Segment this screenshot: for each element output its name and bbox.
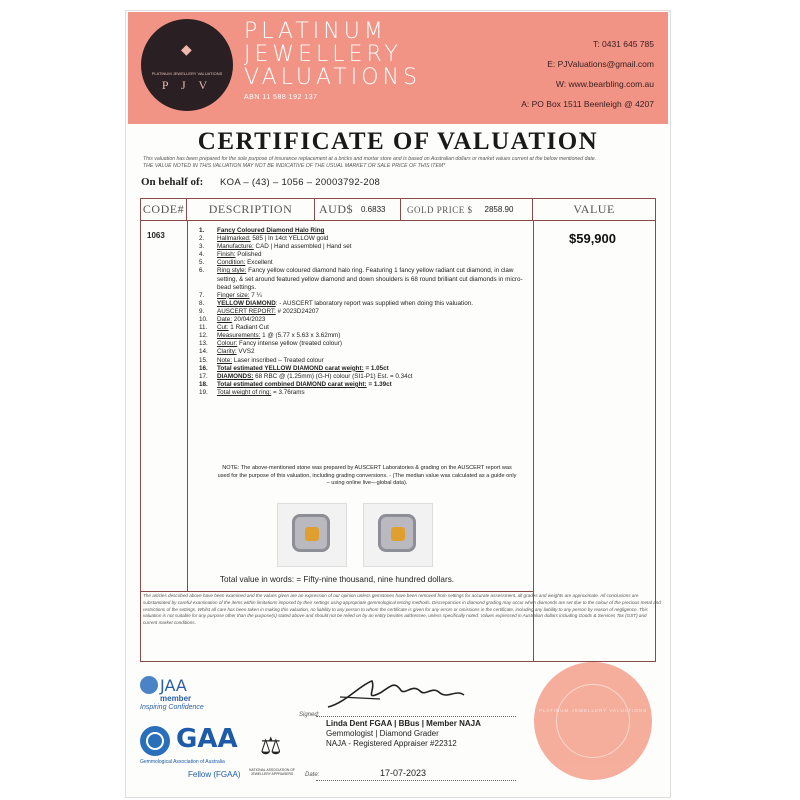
item-label: Total estimated combined DIAMOND carat weight: — [217, 380, 367, 388]
item-detail: Excellent — [245, 259, 273, 267]
list-item — [199, 373, 529, 381]
gaa-name: GAA — [176, 724, 238, 754]
item-text — [217, 316, 529, 324]
intro-line-1: This valuation has been prepared for the sole purpose of insurance replacement at a bricks and mortar store and is based on Australian dollars or market values current at the below mentioned date. — [143, 156, 597, 162]
item-text — [217, 235, 529, 243]
item-detail: # 2023D24207 — [275, 307, 319, 315]
letterhead — [128, 12, 668, 124]
ring-image — [378, 514, 416, 552]
item-label: Hallmarked: — [217, 235, 251, 243]
header-description: DESCRIPTION — [187, 199, 315, 221]
date-line — [316, 780, 516, 781]
item-text — [217, 251, 529, 259]
item-label: Manufacture: — [217, 243, 254, 251]
list-item — [199, 357, 529, 365]
item-text — [217, 365, 529, 373]
gaa-fellow: Fellow (FGAA) — [188, 770, 241, 779]
brand-name — [244, 20, 421, 89]
item-label: Total weight of ring: — [217, 388, 272, 396]
item-text — [217, 308, 529, 316]
item-label: Note: — [217, 356, 233, 364]
item-number: 2. — [199, 235, 205, 243]
item-text — [217, 373, 529, 381]
item-detail: = 1.05ct — [363, 364, 389, 372]
item-detail: Fancy intense yellow (treated colour) — [237, 340, 342, 348]
brand-line-3: VALUATIONS — [244, 65, 421, 90]
list-item — [199, 308, 529, 316]
behalf-value: KOA – (43) – 1056 – 20003792-208 — [220, 177, 381, 188]
item-label: Finger size: — [217, 291, 250, 299]
item-text — [217, 348, 529, 356]
abn: ABN 11 588 192 137 — [244, 94, 318, 101]
item-label: Total estimated YELLOW DIAMOND carat weight: — [217, 364, 364, 372]
item-text — [217, 300, 529, 308]
address: A: PO Box 1511 Beenleigh @ 4207 — [521, 99, 654, 109]
gold-price-value: 2858.90 — [484, 205, 514, 214]
item-detail: Polished — [235, 251, 262, 259]
item-number: 19. — [199, 388, 208, 396]
item-text — [217, 332, 529, 340]
list-item — [199, 300, 529, 308]
item-label: Cut: — [217, 324, 229, 332]
auscert-note: NOTE: The above-mentioned stone was prepared by AUSCERT Laboratories & grading on the AUSCERT report was used for the purpose of this valuation, including grading conversions. - (The median value was calculated as a guide only – using online live—global data). — [217, 465, 517, 486]
naja-name: NATIONAL ASSOCIATION OF JEWELLERY APPRAISERS — [249, 768, 295, 776]
item-label: DIAMONDS: — [217, 372, 254, 380]
total-value-in-words: Total value in words: = Fifty-nine thousand, nine hundred dollars. — [219, 575, 455, 584]
item-number: 6. — [199, 267, 205, 275]
item-number: 1. — [199, 227, 205, 234]
intro-line-2: THE VALUE NOTED IN THIS VALUATION MAY NOT BE INDICATIVE OF THE USUAL MARKET OR SALE PRICE OF THIS ITEM* — [143, 163, 446, 169]
item-text — [217, 389, 529, 397]
list-item — [199, 316, 529, 324]
item-detail: VVS2 — [236, 348, 255, 356]
item-number: 18. — [199, 380, 208, 388]
signer-name: Linda Dent FGAA | BBus | Member NAJA — [326, 719, 481, 728]
contact-block — [484, 34, 654, 114]
signer-details — [326, 719, 481, 749]
logo-letters: P J V — [161, 78, 213, 92]
disclaimer: The articles described above have been examined and the values given are an expression of our opinion unless gemstones have been removed from settings for accurate assessment, all grades and weights are approximate. All conclusions are substantiated by careful examination of the items within limitations imposed by their settings using appropriate gemmological testing methods. Discrepancies in diamond grading may occur when diamonds are set due to the colour of the precious metal and restrictions of the settings. Whilst all care has been taken in making this valuation, no liability to any person to whom the certificate is given for any errors or omissions in the certificate, including any liability to any person by reason of negligence. This valuation is not suitable for any purpose other than the purpose(s) stated above and should not be relied on by an entity besides addressee, unless specifically noted. Values expressed in Australian dollars including Goods & Services Tax (GST) and current market conditions. — [143, 593, 661, 626]
item-number: 3. — [199, 243, 205, 251]
gaa-full-name: Gemmological Association of Australia — [140, 759, 225, 765]
item-number: 12. — [199, 332, 208, 340]
logo-small-text: PLATINUM JEWELLERY VALUATIONS — [151, 71, 223, 76]
list-item — [199, 324, 529, 332]
item-label: Finish: — [217, 251, 236, 259]
item-detail: : - AUSCERT laboratory report was supplied when doing this valuation. — [275, 299, 473, 307]
item-detail: CAD | Hand assembled | Hand set — [253, 243, 352, 251]
item-code: 1063 — [147, 231, 165, 240]
logo — [141, 19, 233, 111]
brand-line-2: JEWELLERY — [244, 42, 402, 67]
item-label: Date: — [217, 316, 233, 324]
intro-text — [143, 156, 663, 170]
list-item — [199, 389, 529, 397]
company-seal — [534, 662, 652, 780]
item-text — [217, 292, 529, 300]
item-label: Clarity: — [217, 348, 237, 356]
column-divider — [187, 221, 188, 591]
item-detail: 68 RBC @ (1.25mm) (G-H) colour (SI1-P1) Est. = 0.34ct — [253, 372, 413, 380]
item-number: 11. — [199, 324, 208, 332]
signed-label: Signed: — [299, 712, 320, 718]
gaa-logo-icon — [140, 726, 170, 756]
document-title: CERTIFICATE OF VALUATION — [197, 128, 599, 155]
ring-photo-front — [277, 503, 347, 567]
list-item — [199, 235, 529, 243]
item-text — [217, 259, 529, 267]
item-label: Fancy Coloured Diamond Halo Ring — [217, 227, 325, 234]
item-number: 4. — [199, 251, 205, 259]
behalf-label: On behalf of: — [141, 176, 204, 188]
list-item — [199, 227, 529, 235]
item-number: 7. — [199, 291, 205, 299]
header-gold-price: GOLD PRICE $ 2858.90 — [401, 199, 533, 221]
jaa-member: member — [160, 694, 192, 703]
item-label: Ring style: — [217, 267, 247, 275]
item-text — [217, 267, 529, 291]
list-item — [199, 381, 529, 389]
email: E: PJValuations@gmail.com — [547, 59, 654, 69]
item-detail: 585 | In 14ct YELLOW gold — [250, 235, 329, 243]
item-detail: 20/04/2023 — [232, 316, 266, 324]
list-item — [199, 348, 529, 356]
item-number: 16. — [199, 364, 208, 372]
item-text — [217, 340, 529, 348]
scales-icon: ⚖ — [260, 733, 282, 760]
list-item — [199, 259, 529, 267]
item-number: 14. — [199, 348, 208, 356]
item-text — [217, 357, 529, 365]
item-number: 17. — [199, 372, 208, 380]
diamond-icon: ◆ — [181, 41, 192, 57]
signer-registration: NAJA - Registered Appraiser #22312 — [326, 739, 457, 748]
item-detail: Fancy yellow coloured diamond halo ring. Featuring 1 fancy yellow radiant cut diamond, in claw setting, & set around featured yellow diamond and down shoulders is 68 round brilliant cut diamonds in micro-bead settings. — [217, 267, 523, 291]
seal-text: PLATINUM JEWELLERY VALUATIONS — [538, 708, 648, 713]
jaa-tagline: Inspiring Confidence — [140, 704, 204, 711]
phone: T: 0431 645 785 — [593, 39, 654, 49]
jaa-name: JAA — [160, 676, 187, 695]
item-text — [217, 227, 529, 235]
signature — [320, 675, 470, 715]
item-label: Colour: — [217, 340, 238, 348]
header-code: CODE# — [141, 199, 187, 221]
aud-value: 0.6833 — [361, 205, 386, 214]
item-number: 10. — [199, 316, 208, 324]
ring-image — [292, 514, 330, 552]
jaa-logo-icon — [140, 676, 158, 694]
item-label: AUSCERT REPORT: — [217, 307, 276, 315]
website: W: www.bearbling.com.au — [555, 79, 654, 89]
ring-photo-side — [363, 503, 433, 567]
item-number: 13. — [199, 340, 208, 348]
item-label: Measurements: — [217, 332, 261, 340]
item-text — [217, 324, 529, 332]
item-number: 15. — [199, 356, 208, 364]
header-value: VALUE — [533, 199, 655, 221]
signature-line — [316, 716, 516, 717]
list-item — [199, 365, 529, 373]
item-detail: 1 Radiant Cut — [228, 324, 269, 332]
header-aud: AUD$ 0.6833 — [315, 199, 401, 221]
item-value: $59,900 — [569, 231, 616, 246]
list-item — [199, 243, 529, 251]
list-item — [199, 332, 529, 340]
list-item — [199, 340, 529, 348]
item-detail: = 3.76rams — [271, 388, 305, 396]
item-number: 5. — [199, 259, 205, 267]
date-label: Date: — [305, 772, 320, 778]
date-value: 17-07-2023 — [380, 768, 427, 778]
description-list — [199, 227, 529, 397]
item-label: Condition: — [217, 259, 246, 267]
list-item — [199, 267, 529, 291]
item-label: YELLOW DIAMOND — [217, 299, 276, 307]
divider — [141, 591, 533, 592]
brand-line-1: PLATINUM — [244, 19, 387, 44]
list-item — [199, 251, 529, 259]
naja-badge — [250, 732, 294, 786]
item-number: 8. — [199, 299, 205, 307]
item-text — [217, 243, 529, 251]
item-detail: 7 ¼ — [249, 291, 262, 299]
item-detail: 1 @ (5.77 x 5.63 x 3.62mm) — [260, 332, 341, 340]
item-detail: = 1.39ct — [366, 380, 392, 388]
item-number: 9. — [199, 307, 205, 315]
item-detail: Laser inscribed – Treated colour — [232, 356, 324, 364]
list-item — [199, 292, 529, 300]
signer-role: Gemmologist | Diamond Grader — [326, 729, 439, 738]
item-text — [217, 381, 529, 389]
